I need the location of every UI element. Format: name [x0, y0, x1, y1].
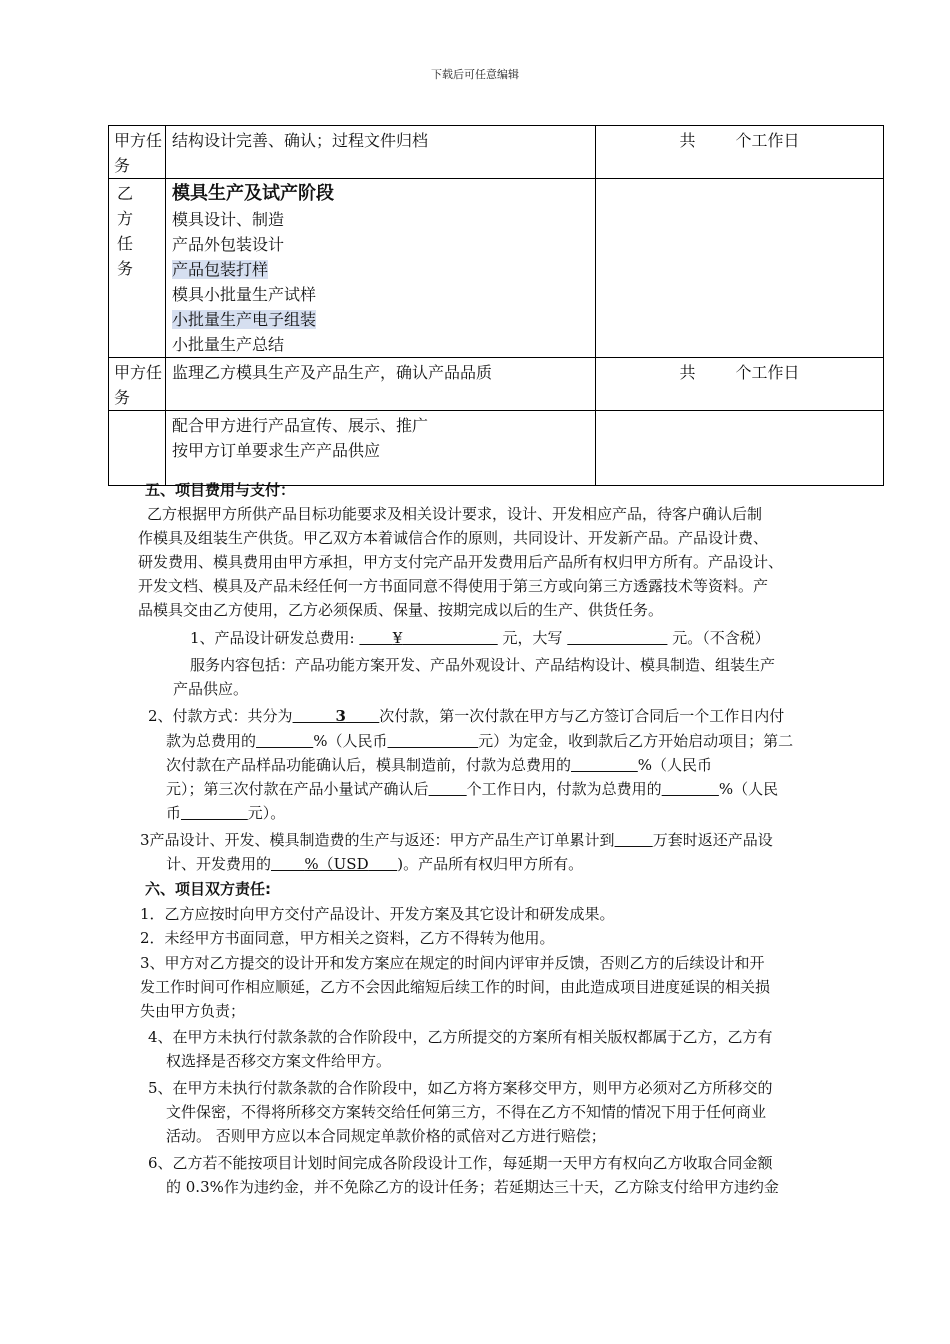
percent-blank	[662, 780, 719, 798]
duration-cell	[596, 358, 884, 411]
duration-suffix: 个工作日	[735, 131, 800, 150]
task-item-highlighted: 产品包装打样	[172, 260, 269, 279]
refund-text: 万套时返还产品设	[652, 831, 773, 849]
yen-sign: ¥	[392, 629, 403, 647]
days-blank	[429, 780, 467, 798]
payment-text: %（人民币	[313, 732, 388, 750]
responsibility-item: 6、乙方若不能按项目计划时间完成各阶段设计工作，每延期一天甲方有权向乙方收取合同金额	[148, 1154, 773, 1172]
payment-text: 元）；第三次付款在产品小量试产确认后	[166, 780, 429, 798]
section-5-title: 五、项目费用与支付：	[145, 481, 296, 499]
refund-line	[140, 828, 773, 852]
responsibility-item: 发工作时间可作相应顺延，乙方不会因此缩短后续工作的时间，由此造成项目进度延误的相关损	[140, 978, 771, 996]
paragraph-line: 开发文档、模具及产品未经任何一方书面同意不得使用于第三方或向第三方透露技术等资料。产	[138, 577, 769, 595]
responsibility-item: 的 0.3%作为违约金，并不免除乙方的设计任务；若延期达三十天，乙方除支付给甲方违约金	[166, 1178, 779, 1196]
duration-suffix: 个工作日	[735, 363, 800, 382]
refund-text: %（USD	[304, 855, 369, 873]
page-header-note: 下载后可任意编辑	[431, 68, 519, 81]
payment-text: 元）。	[247, 804, 286, 822]
payment-text: 次付款在产品样品功能确认后，模具制造前，付款为总费用的	[166, 756, 572, 774]
payment-line	[166, 801, 285, 825]
task-item: 模具小批量生产试样	[172, 285, 317, 304]
percent-blank	[571, 756, 638, 774]
payment-text: 次付款，第一次付款在甲方与乙方签订合同后一个工作日内付	[379, 707, 785, 725]
task-item: 配合甲方进行产品宣传、展示、推广	[172, 416, 429, 435]
payment-text: %（人民币	[637, 756, 713, 774]
task-item: 产品外包装设计	[172, 235, 285, 254]
responsibility-item: 3、甲方对乙方提交的设计开和发方案应在规定的时间内评审并反馈，否则乙方的后续设计和开	[140, 954, 765, 972]
duration-cell	[596, 411, 884, 486]
payment-line	[166, 753, 712, 777]
task-item: 小批量生产总结	[172, 335, 285, 354]
duration-prefix: 共	[679, 363, 696, 382]
refund-text: 3产品设计、开发、模具制造费的生产与返还：甲方产品生产订单累计到	[140, 831, 615, 849]
duration-cell	[596, 179, 884, 358]
task-item-highlighted: 小批量生产电子组装	[172, 310, 317, 329]
paragraph-line: 作模具及组装生产供货。甲乙双方本着诚信合作的原则，共同设计、开发新产品。产品设计费、	[138, 529, 769, 547]
refund-line	[166, 852, 583, 876]
percent-blank	[256, 732, 313, 750]
refund-text: )。产品所有权归甲方所有。	[397, 855, 584, 873]
role-cell: 甲方任务	[109, 358, 166, 411]
responsibility-item: 1．乙方应按时向甲方交付产品设计、开发方案及其它设计和研发成果。	[140, 905, 615, 923]
responsibility-item: 权选择是否移交方案文件给甲方。	[166, 1052, 392, 1070]
responsibility-item: 5、在甲方未执行付款条款的合作阶段中，如乙方将方案移交甲方，则甲方必须对乙方所移交的	[148, 1079, 773, 1097]
payment-count: 3	[335, 707, 346, 725]
payment-text: 个工作日内，付款为总费用的	[466, 780, 662, 798]
usd-blank	[369, 855, 398, 873]
role-cell	[109, 411, 166, 486]
paragraph-line: 研发费用、模具费用由甲方承担，甲方支付完产品开发费用后产品所有权归甲方所有。产品设计、	[138, 553, 784, 571]
responsibility-item: 失由甲方负责；	[140, 1002, 246, 1020]
quantity-blank	[615, 831, 653, 849]
payment-text: 币	[166, 804, 182, 822]
duration-prefix: 共	[679, 131, 696, 150]
fee-post-text: 元。（不含税）	[672, 629, 770, 647]
task-description: 监理乙方模具生产及产品生产，确认产品品质	[166, 358, 596, 411]
rmb-blank	[181, 804, 248, 822]
payment-line	[166, 729, 793, 753]
percent-blank	[271, 855, 304, 873]
table-row	[109, 411, 884, 486]
payment-text: 元）为定金，收到款后乙方开始启动项目；第二	[478, 732, 794, 750]
paragraph-line: 品模具交由乙方使用，乙方必须保质、保量、按期完成以后的生产、供货任务。	[138, 601, 664, 619]
role-cell	[109, 179, 166, 358]
paragraph-line: 乙方根据甲方所供产品目标功能要求及相关设计要求，设计、开发相应产品，待客户确认后制	[147, 505, 763, 523]
task-table	[108, 125, 884, 486]
role-cell: 甲方任务	[109, 126, 166, 179]
table-row	[109, 358, 884, 411]
table-row	[109, 126, 884, 179]
payment-line	[148, 704, 784, 728]
responsibility-item: 4、在甲方未执行付款条款的合作阶段中，乙方所提交的方案所有相关版权都属于乙方，乙方有	[148, 1028, 773, 1046]
table-row	[109, 179, 884, 358]
payment-label: 2、付款方式：共分为	[148, 707, 293, 725]
duration-cell	[596, 126, 884, 179]
task-description	[166, 411, 596, 486]
payment-count-blank	[293, 707, 380, 725]
payment-text: %（人民	[718, 780, 779, 798]
service-scope-line: 产品供应。	[173, 680, 249, 698]
task-item: 按甲方订单要求生产产品供应	[172, 441, 381, 460]
fee-amount-blank	[359, 629, 497, 647]
task-item: 模具设计、制造	[172, 210, 285, 229]
payment-line	[166, 777, 778, 801]
task-description: 结构设计完善、确认；过程文件归档	[166, 126, 596, 179]
payment-text: 款为总费用的	[166, 732, 257, 750]
total-fee-line	[190, 626, 770, 650]
responsibility-item: 文件保密，不得将所移交方案转交给任何第三方，不得在乙方不知情的情况下用于任何商业	[166, 1103, 767, 1121]
role-label: 乙方任务	[117, 184, 134, 278]
responsibility-item: 活动。 否则甲方应以本合同规定单款价格的贰倍对乙方进行赔偿；	[166, 1127, 606, 1145]
service-scope-line: 服务内容包括：产品功能方案开发、产品外观设计、产品结构设计、模具制造、组装生产	[190, 656, 776, 674]
refund-text: 计、开发费用的	[166, 855, 272, 873]
rmb-blank	[388, 732, 479, 750]
phase-title: 模具生产及试产阶段	[172, 183, 334, 204]
fee-mid-text: 元，大写	[502, 629, 563, 647]
fee-uppercase-blank	[567, 629, 667, 647]
fee-label: 1、产品设计研发总费用:	[190, 629, 355, 647]
responsibility-item: 2．未经甲方书面同意，甲方相关之资料，乙方不得转为他用。	[140, 929, 555, 947]
task-description	[166, 179, 596, 358]
section-6-title: 六、项目双方责任:	[145, 880, 271, 898]
